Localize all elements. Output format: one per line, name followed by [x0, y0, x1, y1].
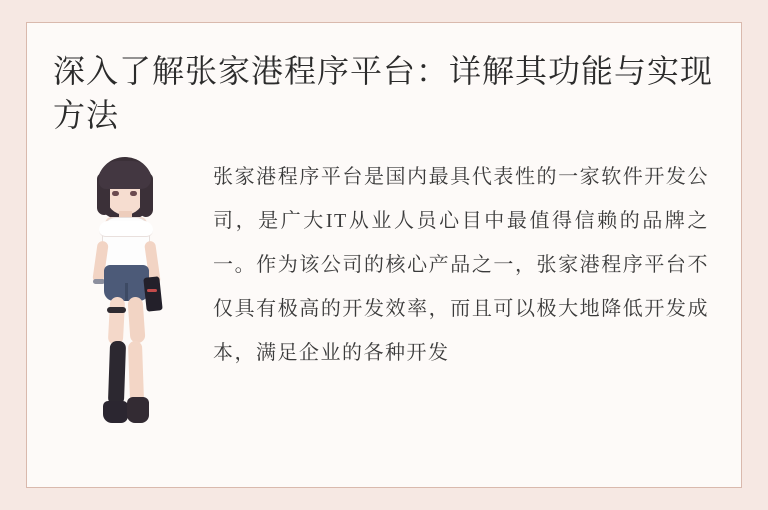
boot-right-shape	[127, 397, 149, 423]
thigh-right-shape	[127, 297, 145, 344]
blouse-frill-shape	[99, 221, 153, 237]
eye-right-shape	[130, 191, 137, 196]
eye-left-shape	[112, 191, 119, 196]
illustration-column	[53, 155, 203, 455]
knee-sock-shape	[108, 341, 126, 406]
page-title: 深入了解张家港程序平台：详解其功能与实现方法	[53, 53, 714, 133]
article-card	[26, 22, 742, 488]
shorts-seam-shape	[125, 283, 128, 301]
thigh-left-shape	[108, 297, 125, 346]
article-content	[53, 155, 715, 455]
leg-right-shape	[128, 341, 144, 403]
handbag-shape	[143, 276, 162, 311]
article-text-column	[203, 155, 715, 455]
article-body: 张家港程序平台是国内最具代表性的一家软件开发公司，是广大IT从业人员心目中最值得信赖的品牌之一。作为该公司的核心产品之一，张家港程序平台不仅具有极高的开发效率，而且可以极大地降低开发成本，满足企业的各种开发	[213, 166, 709, 364]
anime-girl-illustration	[61, 155, 201, 455]
garter-strap-shape	[107, 307, 126, 313]
boot-left-shape	[103, 401, 128, 423]
hair-bangs-shape	[99, 161, 151, 189]
bag-strap-shape	[147, 289, 157, 292]
